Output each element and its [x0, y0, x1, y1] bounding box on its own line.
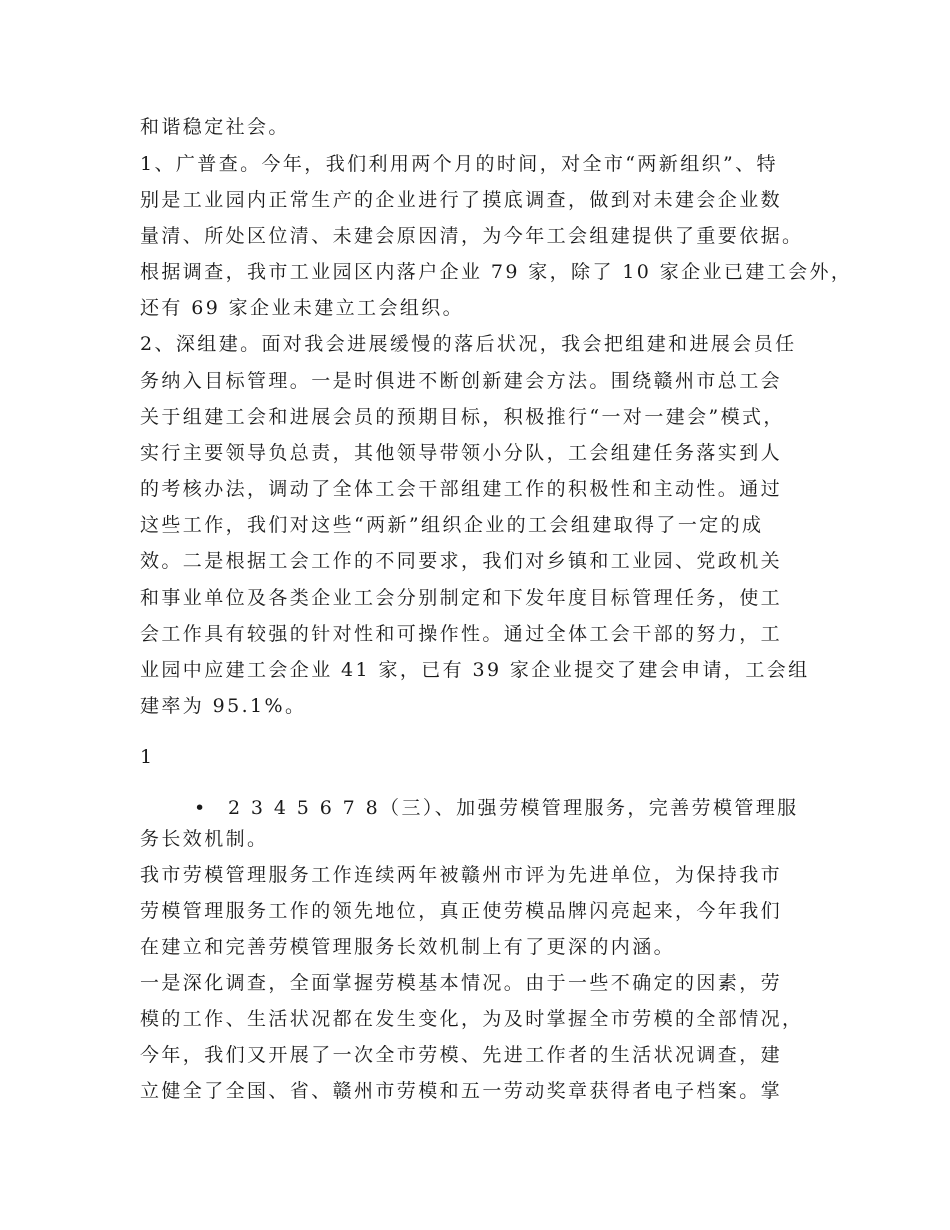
- text-line: 一是深化调查，全面掌握劳模基本情况。由于一些不确定的因素，劳: [140, 972, 783, 994]
- text-line: 和谐稳定社会。: [140, 116, 290, 138]
- text-line: 今年，我们又开展了一次全市劳模、先进工作者的生活状况调查，建: [140, 1044, 783, 1066]
- text-line: 会工作具有较强的针对性和可操作性。通过全体工会干部的努力，工: [140, 623, 783, 645]
- text-line: 我市劳模管理服务工作连续两年被赣州市评为先进单位，为保持我市: [140, 864, 783, 886]
- text-line: 在建立和完善劳模管理服务长效机制上有了更深的内涵。: [140, 936, 676, 958]
- text-line: 和事业单位及各类企业工会分别制定和下发年度目标管理任务，使工: [140, 587, 783, 609]
- text-line: 务纳入目标管理。一是时俱进不断创新建会方法。围绕赣州市总工会: [140, 370, 783, 392]
- text-line: 的考核办法，调动了全体工会干部组建工作的积极性和主动性。通过: [140, 478, 783, 500]
- text-line: 建率为 95.1%。: [140, 695, 307, 717]
- text-line: 2、深组建。面对我会进展缓慢的落后状况，我会把组建和进展会员任: [140, 333, 797, 355]
- text-line: 1、广普查。今年，我们利用两个月的时间，对全市“两新组织”、特: [140, 153, 778, 175]
- text-line: 实行主要领导负总责，其他领导带领小分队，工会组建任务落实到人: [140, 442, 783, 464]
- text-line: 立健全了全国、省、赣州市劳模和五一劳动奖章获得者电子档案。掌: [140, 1080, 783, 1102]
- text-line: 这些工作，我们对这些“两新”组织企业的工会组建取得了一定的成: [140, 514, 764, 536]
- text-line: 别是工业园内正常生产的企业进行了摸底调查，做到对未建会企业数: [140, 189, 783, 211]
- text-line: 劳模管理服务工作的领先地位，真正使劳模品牌闪亮起来，今年我们: [140, 900, 783, 922]
- bullet-icon: •: [194, 797, 206, 819]
- text-line: 还有 69 家企业未建立工会组织。: [140, 297, 465, 319]
- text-line: 模的工作、生活状况都在发生变化，为及时掌握全市劳模的全部情况，: [140, 1008, 804, 1030]
- text-line: 根据调查，我市工业园区内落户企业 79 家，除了 10 家企业已建工会外，: [140, 261, 853, 283]
- text-line: 量清、所处区位清、未建会原因清，为今年工会组建提供了重要依据。: [140, 225, 804, 247]
- text-line: 关于组建工会和进展会员的预期目标，积极推行“一对一建会”模式，: [140, 406, 785, 428]
- bullet-item: [194, 793, 799, 823]
- bullet-text: 2 3 4 5 6 7 8（三）、加强劳模管理服务，完善劳模管理服: [228, 797, 799, 819]
- text-line: 务长效机制。: [140, 828, 269, 850]
- page-number: 1: [140, 746, 155, 768]
- text-line: 业园中应建工会企业 41 家，已有 39 家企业提交了建会申请，工会组: [140, 659, 810, 681]
- text-line: 效。二是根据工会工作的不同要求，我们对乡镇和工业园、党政机关: [140, 550, 783, 572]
